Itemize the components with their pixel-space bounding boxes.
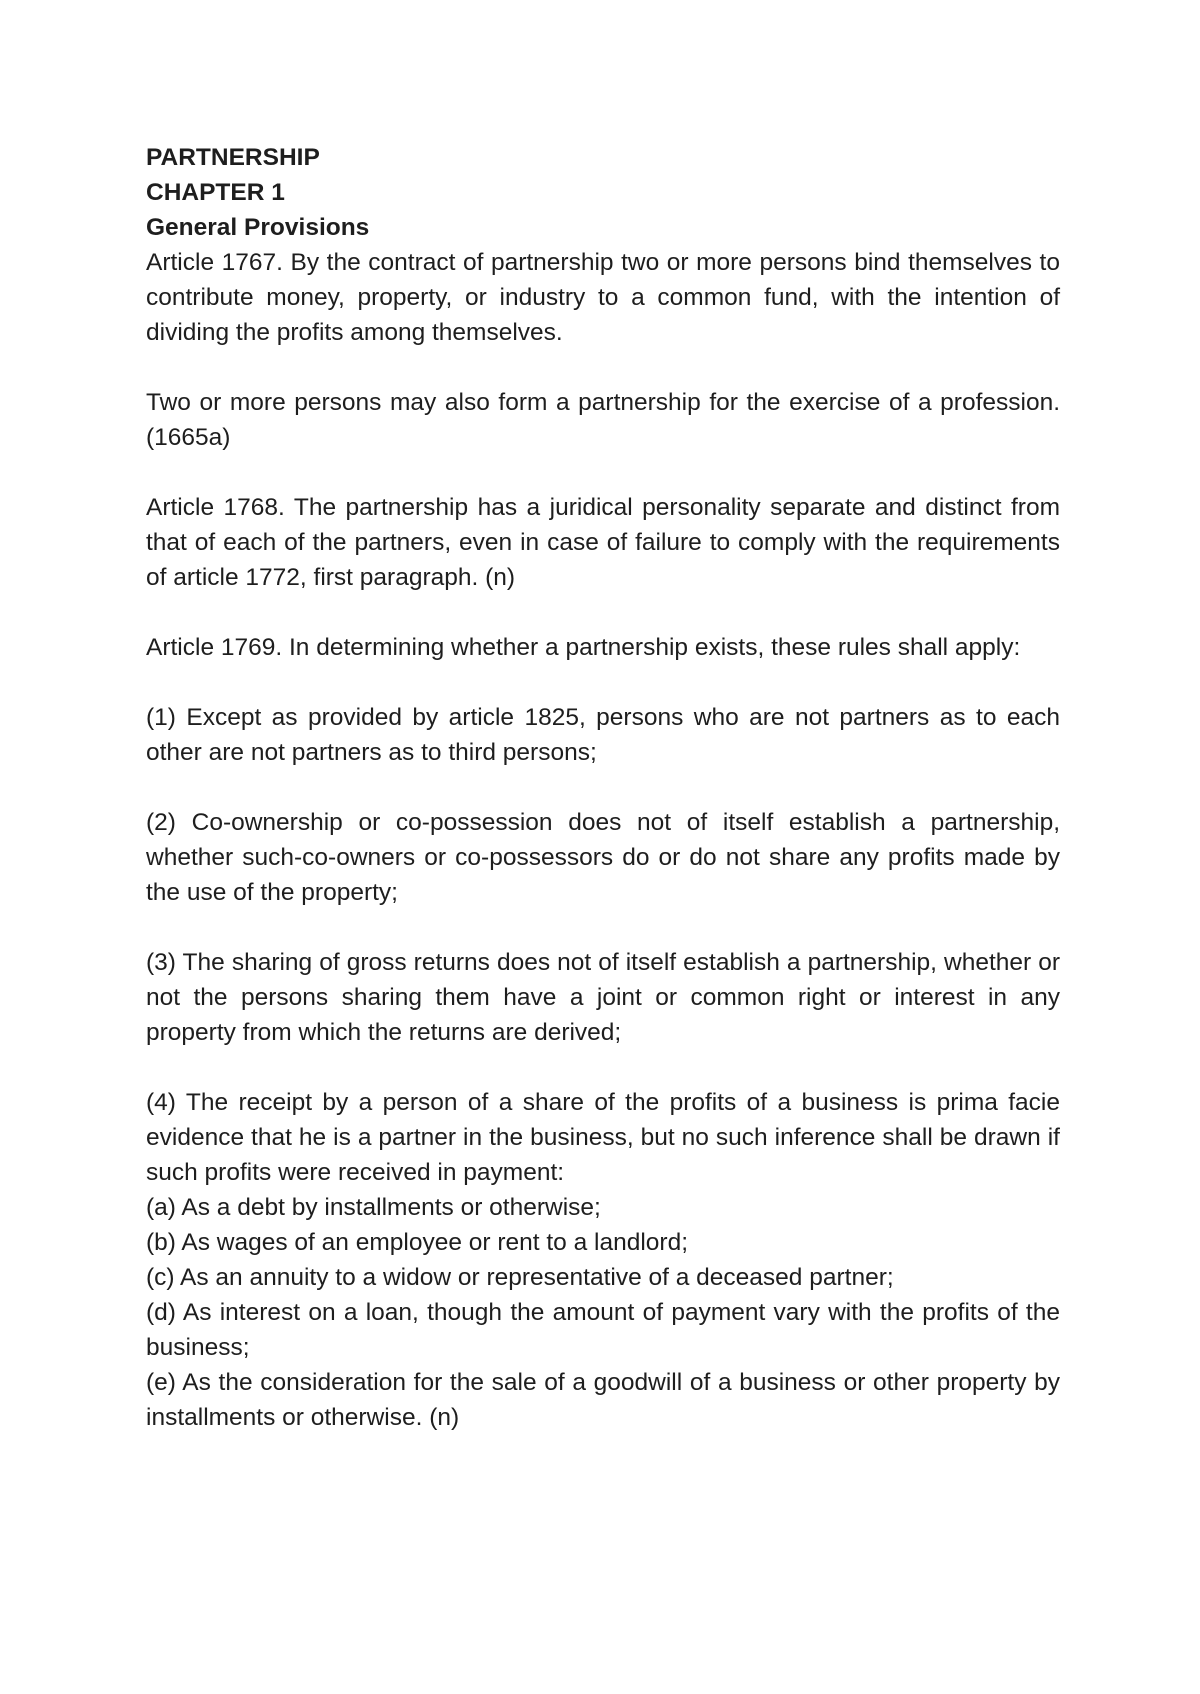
rule-4: (4) The receipt by a person of a share of the profits of a business is prima facie evidence that he is a partner in the business, but no such inference shall be drawn if such profits were received in payment: (146, 1089, 1060, 1186)
paragraph-spacer (146, 665, 1060, 700)
article-1768: Article 1768. The partnership has a juridical personality separate and distinct from that of each of the partners, even in case of failure to comply with the requirements of article 1772, first paragraph. (n) (146, 494, 1060, 591)
chapter-heading: CHAPTER 1 (146, 179, 285, 206)
article-1767-paragraph-2: Two or more persons may also form a partnership for the exercise of a profession. (1665a) (146, 389, 1060, 451)
document-title: PARTNERSHIP (146, 144, 320, 171)
paragraph-spacer (146, 350, 1060, 385)
paragraph-spacer (146, 910, 1060, 945)
rule-4-item-a: (a) As a debt by installments or otherwise; (146, 1194, 601, 1221)
paragraph-spacer (146, 595, 1060, 630)
rule-1: (1) Except as provided by article 1825, persons who are not partners as to each other are not partners as to third persons; (146, 704, 1060, 766)
rule-4-item-e: (e) As the consideration for the sale of a goodwill of a business or other property by installments or otherwise. (n) (146, 1369, 1060, 1431)
paragraph-spacer (146, 770, 1060, 805)
rule-2: (2) Co-ownership or co-possession does not of itself establish a partnership, whether such-co-owners or co-possessors do or do not share any profits made by the use of the property; (146, 809, 1060, 906)
document-page (146, 140, 1060, 1435)
paragraph-spacer (146, 455, 1060, 490)
section-heading: General Provisions (146, 214, 370, 241)
rule-3: (3) The sharing of gross returns does not of itself establish a partnership, whether or not the persons sharing them have a joint or common right or interest in any property from which the returns are derived; (146, 949, 1060, 1046)
rule-4-item-d: (d) As interest on a loan, though the amount of payment vary with the profits of the business; (146, 1299, 1060, 1361)
rule-4-item-c: (c) As an annuity to a widow or representative of a deceased partner; (146, 1264, 894, 1291)
rule-4-item-b: (b) As wages of an employee or rent to a landlord; (146, 1229, 689, 1256)
paragraph-spacer (146, 1050, 1060, 1085)
article-1769-intro: Article 1769. In determining whether a partnership exists, these rules shall apply: (146, 634, 1021, 661)
article-1767-paragraph-1: Article 1767. By the contract of partnership two or more persons bind themselves to contribute money, property, or industry to a common fund, with the intention of dividing the profits among themselves. (146, 249, 1060, 346)
